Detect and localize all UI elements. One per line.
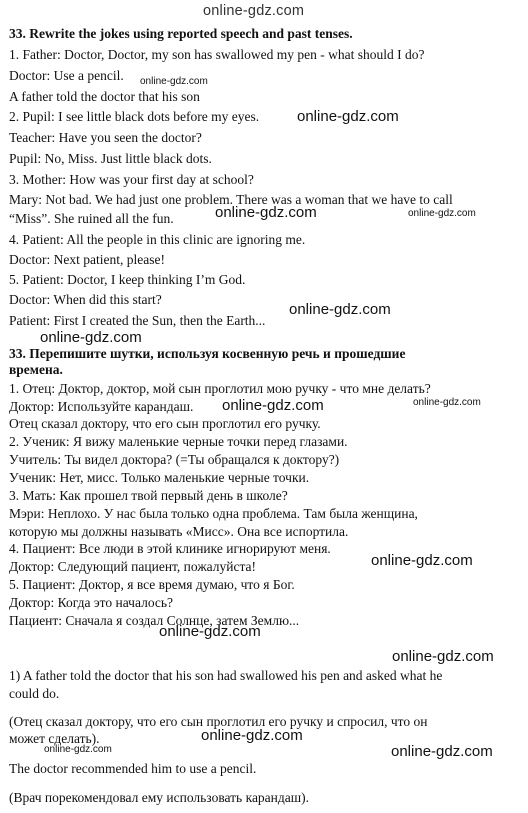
answer-translation: (Врач порекомендовал ему использовать карандаш). bbox=[9, 790, 310, 805]
russian-line: Доктор: Используйте карандаш. bbox=[9, 399, 194, 414]
russian-line: Доктор: Когда это началось? bbox=[9, 595, 174, 610]
english-line: 3. Mother: How was your first day at school? bbox=[9, 172, 254, 187]
russian-line: 3. Мать: Как прошел твой первый день в школе? bbox=[9, 488, 288, 503]
answer-line: 1) A father told the doctor that his son had swallowed his pen and asked what he bbox=[9, 668, 443, 683]
watermark: online-gdz.com bbox=[371, 552, 473, 569]
watermark: online-gdz.com bbox=[413, 397, 481, 408]
watermark: online-gdz.com bbox=[159, 623, 261, 640]
russian-line: 4. Пациент: Все люди в этой клинике игнорируют меня. bbox=[9, 541, 331, 556]
watermark: online-gdz.com bbox=[140, 76, 208, 87]
watermark: online-gdz.com bbox=[44, 744, 112, 755]
watermark: online-gdz.com bbox=[408, 208, 476, 219]
english-line: Teacher: Have you seen the doctor? bbox=[9, 130, 202, 145]
english-line: Doctor: Use a pencil. bbox=[9, 68, 124, 83]
russian-line: 5. Пациент: Доктор, я все время думаю, что я Бог. bbox=[9, 577, 295, 592]
russian-line: 1. Отец: Доктор, доктор, мой сын проглотил мою ручку - что мне делать? bbox=[9, 381, 431, 396]
english-line: 5. Patient: Doctor, I keep thinking I’m God. bbox=[9, 272, 246, 287]
watermark: online-gdz.com bbox=[40, 329, 142, 346]
russian-line: Доктор: Следующий пациент, пожалуйста! bbox=[9, 559, 257, 574]
watermark-header: online-gdz.com bbox=[203, 3, 305, 19]
english-line: 4. Patient: All the people in this clinic are ignoring me. bbox=[9, 232, 306, 247]
watermark: online-gdz.com bbox=[391, 743, 493, 760]
russian-heading-cont: времена. bbox=[9, 362, 63, 377]
english-line: Mary: Not bad. We had just one problem. There was a woman that we have to call bbox=[9, 192, 453, 207]
watermark: online-gdz.com bbox=[222, 397, 324, 414]
english-line: Patient: First I created the Sun, then the Earth... bbox=[9, 313, 266, 328]
watermark: online-gdz.com bbox=[392, 648, 494, 665]
answer-line: The doctor recommended him to use a pencil. bbox=[9, 761, 257, 776]
answer-line: could do. bbox=[9, 686, 60, 701]
watermark: online-gdz.com bbox=[297, 108, 399, 125]
answer-translation: (Отец сказал доктору, что его сын проглотил его ручку и спросил, что он bbox=[9, 714, 428, 729]
russian-line: Отец сказал доктору, что его сын проглотил его ручку. bbox=[9, 416, 321, 431]
russian-line: 2. Ученик: Я вижу маленькие черные точки перед глазами. bbox=[9, 434, 348, 449]
english-line: A father told the doctor that his son bbox=[9, 89, 200, 104]
answer-translation: может сделать). bbox=[9, 731, 100, 746]
watermark: online-gdz.com bbox=[201, 727, 303, 744]
english-line: 1. Father: Doctor, Doctor, my son has swallowed my pen - what should I do? bbox=[9, 47, 425, 62]
english-line: 2. Pupil: I see little black dots before my eyes. bbox=[9, 109, 260, 124]
english-line: Pupil: No, Miss. Just little black dots. bbox=[9, 151, 212, 166]
english-line: Doctor: When did this start? bbox=[9, 292, 162, 307]
russian-line: Мэри: Неплохо. У нас была только одна проблема. Там была женщина, bbox=[9, 506, 418, 521]
russian-line: Ученик: Нет, мисс. Только маленькие черные точки. bbox=[9, 470, 310, 485]
russian-heading: 33. Перепишите шутки, используя косвенную речь и прошедшие bbox=[9, 346, 406, 361]
watermark: online-gdz.com bbox=[289, 301, 391, 318]
watermark: online-gdz.com bbox=[215, 204, 317, 221]
russian-line: Учитель: Ты видел доктора? (=Ты обращался к доктору?) bbox=[9, 452, 340, 467]
english-line: “Miss”. She ruined all the fun. bbox=[9, 211, 174, 226]
russian-line: Пациент: Сначала я создал Солнце, затем Землю... bbox=[9, 613, 300, 628]
russian-line: которую мы должны называть «Мисс». Она все испортила. bbox=[9, 524, 349, 539]
english-heading: 33. Rewrite the jokes using reported speech and past tenses. bbox=[9, 26, 353, 41]
english-line: Doctor: Next patient, please! bbox=[9, 252, 165, 267]
